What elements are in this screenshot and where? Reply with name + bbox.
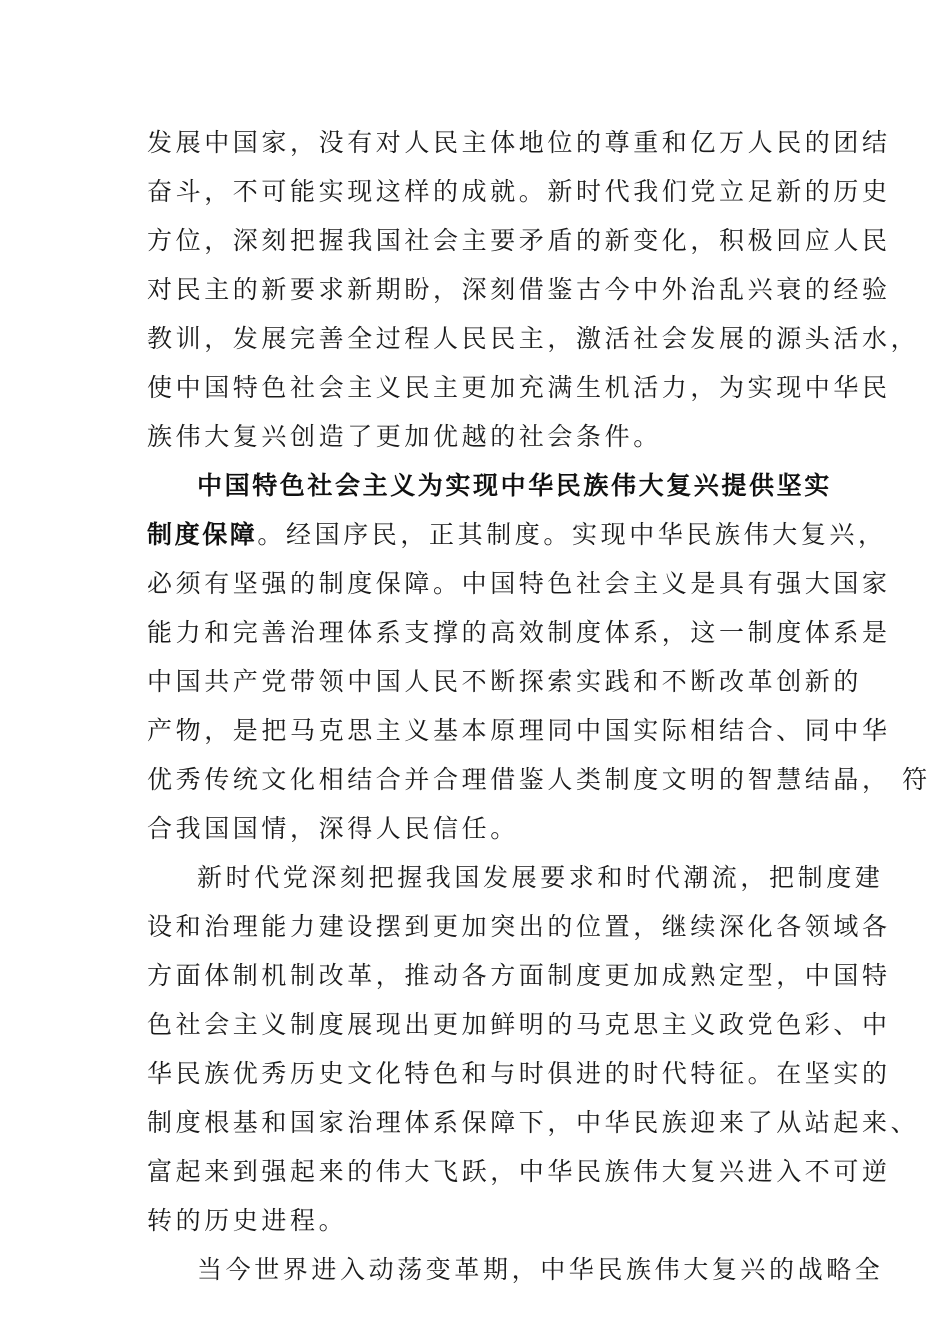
paragraph-2-line-5: 中国共产党带领中国人民不断探索实践和不断改革创新的 [147,667,863,696]
paragraph-2-line-2 [147,510,887,559]
paragraph-3-line-6: 制度根基和国家治理体系保障下，中华民族迎来了从站起来、 [147,1108,920,1137]
paragraph-1-line-6: 使中国特色社会主义民主更加充满生机活力，为实现中华民 [147,373,891,402]
paragraph-4-line-1: 当今世界进入动荡变革期，中华民族伟大复兴的战略全 [197,1255,884,1284]
paragraph-3-line-3: 方面体制机制改革，推动各方面制度更加成熟定型，中国特 [147,961,891,990]
paragraph-2-heading-line-1: 中国特色社会主义为实现中华民族伟大复兴提供坚实 [197,471,832,500]
paragraph-1-line-2: 奋斗，不可能实现这样的成就。新时代我们党立足新的历史 [147,177,891,206]
paragraph-2-line-2-rest: 。经国序民，正其制度。实现中华民族伟大复兴， [257,520,887,549]
paragraph-2-line-8: 合我国国情，深得人民信任。 [147,814,519,843]
paragraph-3-line-1: 新时代党深刻把握我国发展要求和时代潮流，把制度建 [197,863,884,892]
paragraph-1-line-4: 对民主的新要求新期盼，深刻借鉴古今中外治乱兴衰的经验 [147,275,891,304]
paragraph-3-line-5: 华民族优秀历史文化特色和与时俱进的时代特征。在坚实的 [147,1059,891,1088]
paragraph-2-line-7: 优秀传统文化相结合并合理借鉴人类制度文明的智慧结晶， 符 [147,765,931,794]
paragraph-1-line-7: 族伟大复兴创造了更加优越的社会条件。 [147,422,662,451]
paragraph-2-line-3: 必须有坚强的制度保障。中国特色社会主义是具有强大国家 [147,569,891,598]
paragraph-1-line-5: 教训，发展完善全过程人民民主，激活社会发展的源头活水， [147,324,920,353]
paragraph-3-line-4: 色社会主义制度展现出更加鲜明的马克思主义政党色彩、中 [147,1010,891,1039]
paragraph-2-heading-line-2: 制度保障 [147,520,258,549]
document-body [147,118,931,1294]
paragraph-1-line-1: 发展中国家，没有对人民主体地位的尊重和亿万人民的团结 [147,128,891,157]
paragraph-2-line-6: 产物，是把马克思主义基本原理同中国实际相结合、同中华 [147,716,891,745]
paragraph-2-line-4: 能力和完善治理体系支撑的高效制度体系，这一制度体系是 [147,618,891,647]
paragraph-3-line-7: 富起来到强起来的伟大飞跃，中华民族伟大复兴进入不可逆 [147,1157,891,1186]
paragraph-3-line-8: 转的历史进程。 [147,1206,348,1235]
paragraph-1-line-3: 方位，深刻把握我国社会主要矛盾的新变化，积极回应人民 [147,226,891,255]
paragraph-3-line-2: 设和治理能力建设摆到更加突出的位置，继续深化各领域各 [147,912,891,941]
